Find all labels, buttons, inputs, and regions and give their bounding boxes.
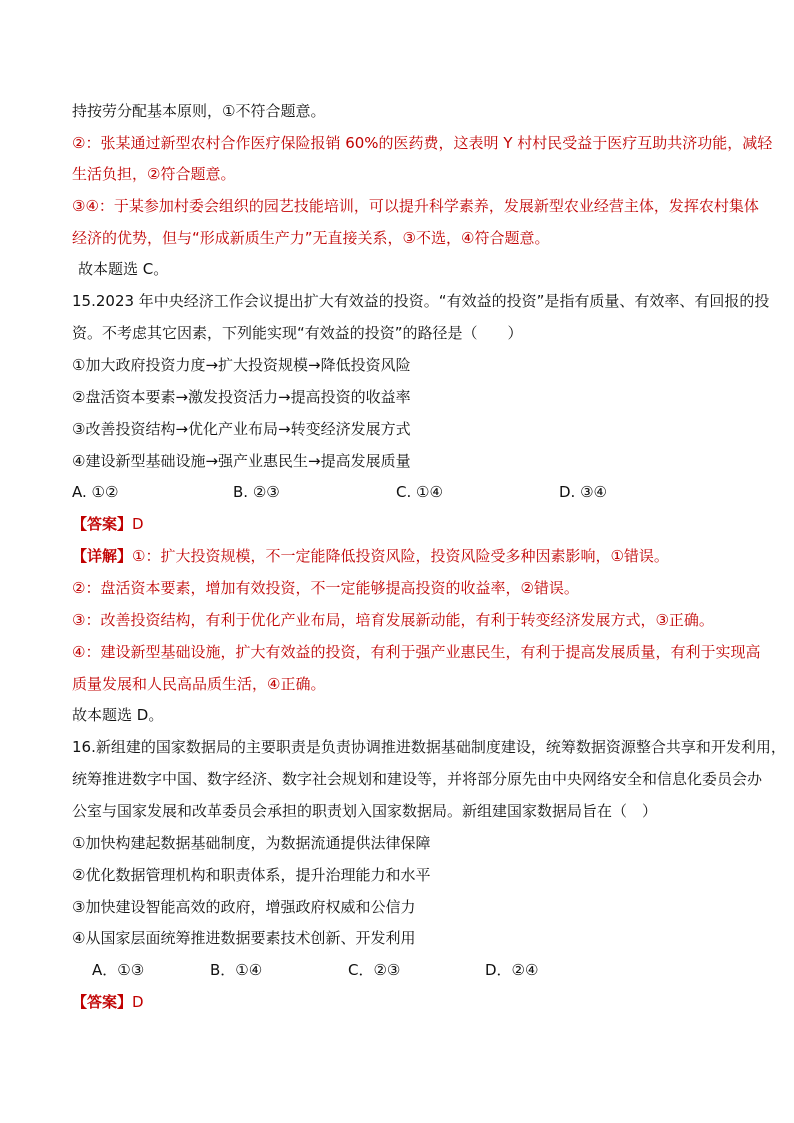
- q16-item-1: [72, 833, 430, 853]
- option-text: B．①④: [210, 961, 263, 979]
- q16-item-3: [72, 897, 415, 917]
- prev-explanation-line-3: [72, 164, 235, 184]
- prev-explanation-text: 生活负担，②符合题意。: [72, 165, 236, 183]
- option-text: D. ③④: [559, 483, 607, 501]
- q16-answer: [72, 992, 144, 1012]
- option-text: C．②③: [348, 961, 401, 979]
- answer-label: 【答案】: [72, 993, 133, 1011]
- item-text: ③加快建设智能高效的政府，增强政府权威和公信力: [72, 898, 416, 916]
- q15-detail-line-3: [72, 610, 714, 630]
- q15-detail-line-2: [72, 578, 579, 598]
- q16-item-2: [72, 865, 430, 885]
- option-text: A．①③: [92, 961, 145, 979]
- question-stem-text: 公室与国家发展和改革委员会承担的职责划入国家数据局。新组建国家数据局旨在（ ）: [72, 802, 658, 820]
- conclusion-text: 故本题选 C。: [78, 260, 169, 278]
- answer-value: D: [132, 993, 144, 1011]
- q15-option-c: [396, 482, 443, 502]
- question-stem-text: 15.2023 年中央经济工作会议提出扩大有效益的投资。“有效益的投资”是指有质量、有效率、有回报的投: [72, 292, 770, 310]
- q15-detail-line-4: [72, 642, 760, 662]
- q16-stem-line-1: [72, 737, 786, 757]
- conclusion-text: 故本题选 D。: [72, 706, 164, 724]
- option-text: B. ②③: [233, 483, 280, 501]
- prev-explanation-text: 持按劳分配基本原则，①不符合题意。: [72, 102, 326, 120]
- q15-item-1: [72, 355, 411, 375]
- prev-explanation-line-5: [72, 228, 549, 248]
- q16-option-b: [210, 960, 262, 980]
- item-text: ①加大政府投资力度→扩大投资规模→降低投资风险: [72, 356, 411, 374]
- q15-option-a: [72, 482, 118, 502]
- option-text: A. ①②: [72, 483, 119, 501]
- q15-option-d: [559, 482, 607, 502]
- prev-explanation-text: 经济的优势，但与“形成新质生产力”无直接关系，③不选，④符合题意。: [72, 229, 550, 247]
- item-text: ④从国家层面统筹推进数据要素技术创新、开发利用: [72, 929, 416, 947]
- question-stem-text: 16.新组建的国家数据局的主要职责是负责协调推进数据基础制度建设，统筹数据资源整合共享和开发利用，: [72, 738, 786, 756]
- answer-value: D: [132, 515, 144, 533]
- detail-text: ④：建设新型基础设施，扩大有效益的投资，有利于强产业惠民生，有利于提高发展质量，有利于实现高: [72, 643, 761, 661]
- answer-label: 【答案】: [72, 515, 133, 533]
- prev-conclusion: [78, 259, 168, 279]
- q15-detail-line-1: [72, 546, 669, 566]
- item-text: ④建设新型基础设施→强产业惠民生→提高发展质量: [72, 452, 411, 470]
- prev-explanation-line-1: [72, 101, 325, 121]
- q16-stem-line-2: [72, 769, 762, 789]
- item-text: ①加快构建起数据基础制度，为数据流通提供法律保障: [72, 834, 431, 852]
- detail-text: ③：改善投资结构，有利于优化产业布局，培育发展新动能，有利于转变经济发展方式，③正确。: [72, 611, 714, 629]
- prev-explanation-text: ②：张某通过新型农村合作医疗保险报销 60%的医药费，这表明 Y 村村民受益于医疗互助共济功能，减轻: [72, 134, 773, 152]
- option-text: C. ①④: [396, 483, 443, 501]
- detail-text: ①：扩大投资规模，不一定能降低投资风险，投资风险受多种因素影响，①错误。: [132, 547, 669, 565]
- q16-option-c: [348, 960, 400, 980]
- q15-option-b: [233, 482, 280, 502]
- q15-detail-line-5: [72, 674, 325, 694]
- q16-item-4: [72, 928, 415, 948]
- question-stem-text: 资。不考虑其它因素，下列能实现“有效益的投资”的路径是（ ）: [72, 324, 523, 342]
- detail-text: ②：盘活资本要素，增加有效投资，不一定能够提高投资的收益率，②错误。: [72, 579, 579, 597]
- detail-label: 【详解】: [72, 547, 133, 565]
- item-text: ②优化数据管理机构和职责体系，提升治理能力和水平: [72, 866, 431, 884]
- q15-answer: [72, 514, 144, 534]
- detail-text: 质量发展和人民高品质生活，④正确。: [72, 675, 326, 693]
- prev-explanation-text: ③④：于某参加村委会组织的园艺技能培训，可以提升科学素养，发展新型农业经营主体，发挥农村集体: [72, 197, 759, 215]
- q15-item-4: [72, 451, 411, 471]
- q15-item-3: [72, 419, 411, 439]
- q15-stem-line-1: [72, 291, 769, 311]
- option-text: D．②④: [485, 961, 539, 979]
- prev-explanation-line-2: [72, 133, 772, 153]
- q16-stem-line-3: [72, 801, 657, 821]
- q15-conclusion: [72, 705, 163, 725]
- prev-explanation-line-4: [72, 196, 759, 216]
- q15-stem-line-2: [72, 323, 523, 343]
- q15-item-2: [72, 387, 411, 407]
- item-text: ③改善投资结构→优化产业布局→转变经济发展方式: [72, 420, 411, 438]
- q16-option-a: [92, 960, 144, 980]
- item-text: ②盘活资本要素→激发投资活力→提高投资的收益率: [72, 388, 411, 406]
- question-stem-text: 统筹推进数字中国、数字经济、数字社会规划和建设等，并将部分原先由中央网络安全和信息化委员会办: [72, 770, 763, 788]
- q16-option-d: [485, 960, 538, 980]
